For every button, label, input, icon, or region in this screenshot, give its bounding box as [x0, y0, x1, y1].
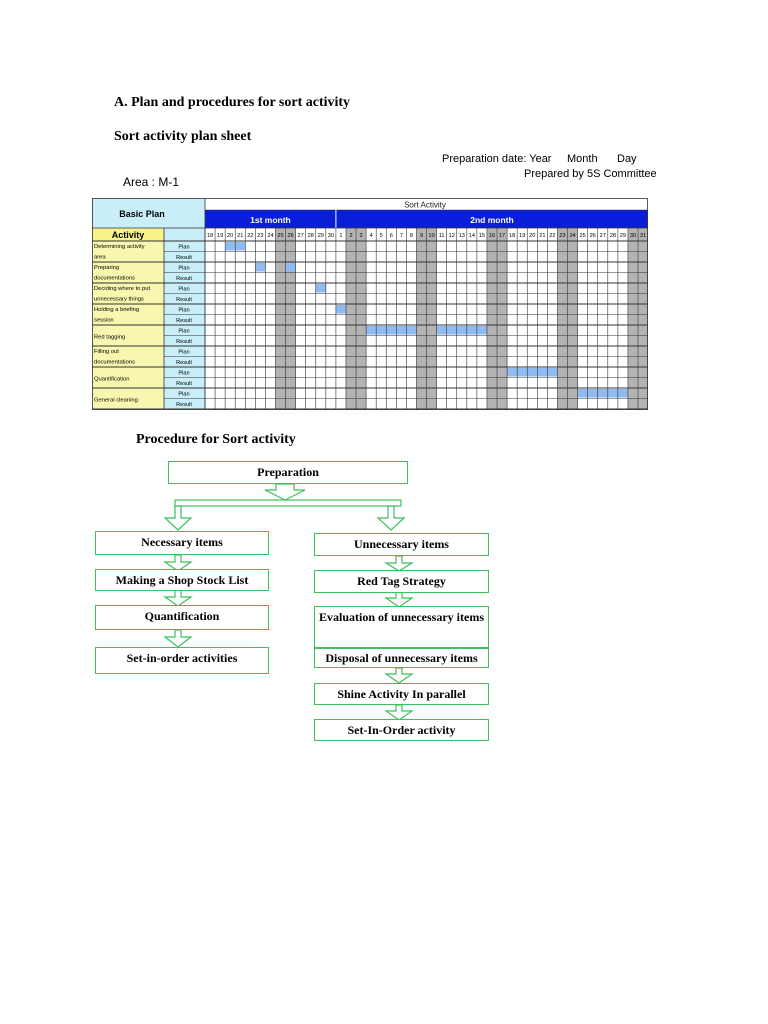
- flow-box-set-in-order-activity: Set-In-Order activity: [314, 719, 489, 741]
- day-label: 20: [227, 233, 234, 239]
- plan-bar: [386, 326, 396, 335]
- day-label: 1: [339, 233, 343, 239]
- plan-bar: [225, 242, 235, 251]
- plan-label: Plan: [178, 307, 190, 314]
- plan-bar: [547, 368, 557, 377]
- plan-bar: [235, 242, 245, 251]
- arrow-down-icon: [165, 630, 191, 647]
- day-label: 2: [349, 233, 353, 239]
- flow-box-set-in-order: Set-in-order activities: [95, 647, 269, 674]
- plan-bar: [255, 263, 265, 272]
- day-label: 12: [448, 233, 455, 239]
- result-label: Result: [176, 339, 192, 345]
- procedure-heading: Procedure for Sort activity: [136, 432, 296, 447]
- day-label: 18: [206, 233, 214, 239]
- plan-label: Plan: [178, 349, 190, 356]
- plan-bar: [366, 326, 376, 335]
- day-label: 14: [468, 233, 475, 239]
- preparation-date-label: Preparation date: Year: [442, 153, 552, 165]
- activity-name: documentations: [94, 275, 135, 282]
- day-label: 15: [478, 233, 486, 239]
- section-heading: A. Plan and procedures for sort activity: [114, 95, 351, 110]
- flow-box-disposal: Disposal of unnecessary items: [314, 648, 489, 668]
- result-label: Result: [176, 297, 192, 303]
- activity-name: unnecessary things: [94, 296, 144, 303]
- day-label: 25: [579, 233, 586, 239]
- flow-box-unnecessary-items: Unnecessary items: [314, 533, 489, 556]
- plan-bar: [578, 389, 588, 398]
- month2-label: 2nd month: [470, 215, 514, 225]
- activity-name: Red tagging: [94, 334, 126, 341]
- plan-label: Plan: [178, 391, 190, 398]
- weekend-column: [275, 228, 285, 410]
- plan-bar: [527, 368, 537, 377]
- day-label: 27: [599, 233, 606, 239]
- day-label: 27: [297, 233, 304, 239]
- weekend-column: [497, 228, 507, 410]
- plan-bar: [447, 326, 457, 335]
- arrow-down-icon: [378, 506, 404, 530]
- prepared-by: Prepared by 5S Committee: [524, 168, 657, 180]
- sort-activity-label: Sort Activity: [404, 200, 446, 210]
- day-label: 22: [549, 233, 556, 239]
- day-label: 13: [458, 233, 465, 239]
- weekend-column: [416, 228, 426, 410]
- activity-name: area: [94, 254, 106, 261]
- plan-label: Plan: [178, 370, 190, 377]
- weekend-column: [346, 228, 356, 410]
- weekend-column: [628, 228, 638, 410]
- day-label: 24: [569, 233, 576, 239]
- plan-bar: [507, 368, 517, 377]
- day-label: 23: [257, 233, 264, 239]
- result-label: Result: [176, 360, 192, 366]
- plan-bar: [457, 326, 467, 335]
- day-label: 6: [389, 233, 393, 239]
- day-label: 31: [639, 233, 647, 239]
- activity-header: Activity: [111, 230, 145, 240]
- result-label: Result: [176, 402, 192, 408]
- basic-plan-label: Basic Plan: [119, 209, 165, 219]
- plan-bar: [406, 326, 416, 335]
- area-label: Area : M-1: [123, 175, 180, 189]
- day-label: 19: [216, 233, 224, 239]
- plan-bar: [477, 326, 487, 335]
- arrow-down-icon: [386, 592, 412, 607]
- plan-bar: [396, 326, 406, 335]
- day-label: 9: [419, 233, 424, 239]
- weekend-column: [356, 228, 366, 410]
- plan-bar: [316, 284, 326, 293]
- day-label: 26: [589, 233, 596, 239]
- plan-sheet-heading: Sort activity plan sheet: [114, 129, 252, 144]
- arrow-down-icon: [265, 484, 305, 500]
- flow-box-shine-activity: Shine Activity In parallel: [314, 683, 489, 705]
- day-label: 7: [399, 233, 403, 239]
- activity-name: Preparing: [94, 265, 120, 271]
- day-label: 3: [359, 233, 363, 239]
- arrow-down-icon: [386, 556, 412, 571]
- plan-label: Plan: [178, 286, 190, 293]
- sort-activity-plan-table: [92, 198, 648, 410]
- activity-name: Filling out: [94, 349, 119, 355]
- flow-box-necessary-items: Necessary items: [95, 531, 269, 555]
- flow-box-red-tag-strategy: Red Tag Strategy: [314, 570, 489, 593]
- preparation-day-label: Day: [617, 153, 637, 165]
- day-label: 8: [409, 233, 413, 239]
- day-label: 5: [379, 233, 383, 239]
- day-label: 19: [519, 233, 526, 239]
- flow-box-evaluation: Evaluation of unnecessary items: [314, 606, 489, 648]
- day-label: 26: [287, 233, 294, 239]
- plan-label: Plan: [178, 328, 190, 335]
- activity-name: General cleaning: [94, 397, 138, 404]
- month1-label: 1st month: [250, 215, 291, 225]
- preparation-box: Preparation: [168, 461, 408, 484]
- plan-bar: [598, 389, 608, 398]
- weekend-column: [568, 228, 578, 410]
- plan-bar: [376, 326, 386, 335]
- result-label: Result: [176, 318, 192, 324]
- result-label: Result: [176, 381, 192, 387]
- plan-bar: [608, 389, 618, 398]
- day-label: 23: [559, 233, 566, 239]
- plan-label: Plan: [178, 265, 190, 272]
- day-label: 18: [509, 233, 516, 239]
- plan-bar: [286, 263, 296, 272]
- day-label: 4: [369, 233, 373, 239]
- arrow-down-icon: [165, 590, 191, 606]
- plan-bar: [336, 305, 346, 314]
- day-label: 30: [327, 233, 334, 239]
- day-label: 22: [247, 233, 254, 239]
- plan-label: Plan: [178, 244, 190, 251]
- day-label: 24: [267, 233, 274, 239]
- result-label: Result: [176, 276, 192, 282]
- day-label: 16: [488, 233, 496, 239]
- activity-name: documentations: [94, 359, 135, 366]
- activity-name: session: [94, 317, 114, 324]
- flow-box-quantification: Quantification: [95, 605, 269, 630]
- day-label: 17: [498, 233, 506, 239]
- activity-name: Quantification: [94, 376, 130, 383]
- day-label: 20: [529, 233, 536, 239]
- arrow-down-icon: [386, 705, 412, 720]
- arrow-down-icon: [165, 506, 191, 530]
- day-label: 21: [237, 233, 244, 239]
- activity-name: Holding a briefing: [94, 307, 140, 313]
- day-label: 28: [609, 233, 616, 239]
- result-label: Result: [176, 255, 192, 261]
- day-label: 28: [307, 233, 314, 239]
- weekend-column: [427, 228, 437, 410]
- weekend-column: [638, 228, 648, 410]
- day-label: 10: [428, 233, 435, 239]
- plan-bar: [537, 368, 547, 377]
- activity-name: Determining activity: [94, 244, 145, 250]
- day-label: 25: [277, 233, 284, 239]
- day-label: 11: [438, 233, 445, 239]
- day-label: 30: [629, 233, 637, 239]
- plan-bar: [517, 368, 527, 377]
- day-label: 21: [539, 233, 546, 239]
- plan-bar: [467, 326, 477, 335]
- day-label: 29: [619, 233, 627, 239]
- flow-box-shop-stock-list: Making a Shop Stock List: [95, 569, 269, 591]
- split-bar: [175, 500, 401, 506]
- weekend-column: [286, 228, 296, 410]
- arrow-down-icon: [386, 668, 412, 683]
- plan-bar: [618, 389, 628, 398]
- weekend-column: [557, 228, 567, 410]
- day-label: 29: [317, 233, 324, 239]
- activity-name: Deciding where to put: [94, 286, 151, 292]
- plan-bar: [437, 326, 447, 335]
- plan-bar: [588, 389, 598, 398]
- weekend-column: [487, 228, 497, 410]
- preparation-month-label: Month: [567, 153, 598, 165]
